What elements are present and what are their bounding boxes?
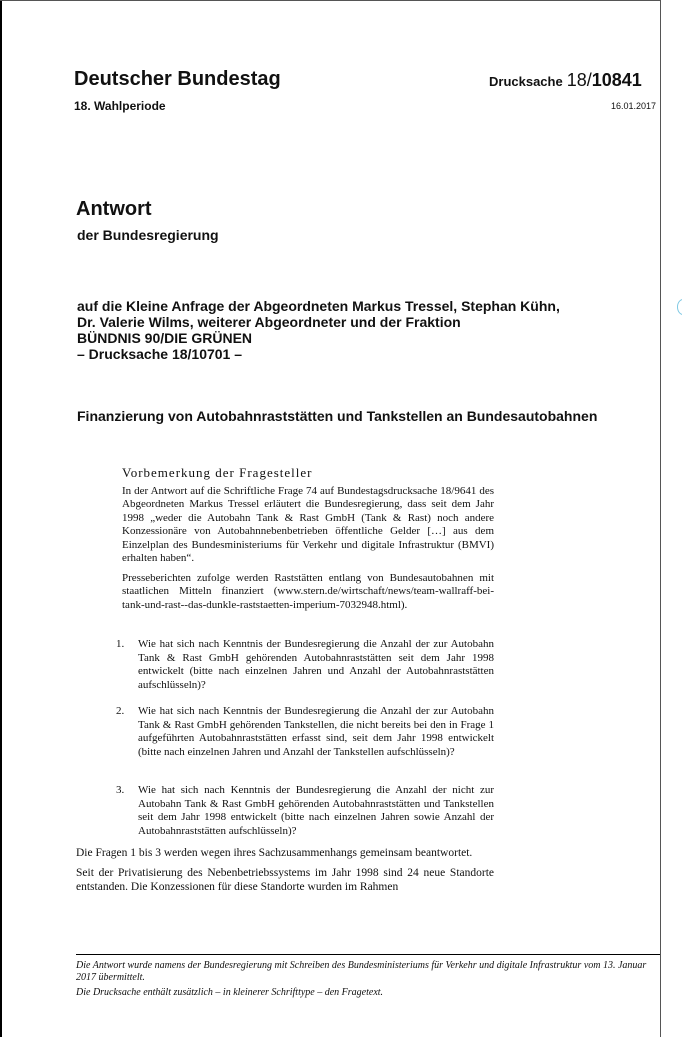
document-label: Drucksache <box>489 74 563 89</box>
institution-name: Deutscher Bundestag <box>74 68 281 90</box>
page-title: Antwort <box>76 198 152 220</box>
inquiry-line: – Drucksache 18/10701 – <box>77 346 243 362</box>
preface-paragraph: In der Antwort auf die Schriftliche Frage 74 auf Bundestagsdrucksache 18/9641 des Abgeordneten Markus Tressel erläutert die Bundesregierung, dass seit dem Jahr 1998 „weder die Autobahn Tank & Rast GmbH (Tank & Rast) noch andere Konzessionäre von Autobahnnebenbetrieben öffentliche Gelder […] aus dem Einzelplan des Bundesministeriums für Verkehr und digitale Infrastruktur (BMVI) erhalten haben“. <box>122 484 494 564</box>
inquiry-block <box>77 298 637 362</box>
scroll-marker-icon <box>677 299 682 315</box>
question-number: 3. <box>116 784 125 796</box>
footnote-line: Die Antwort wurde namens der Bundesregierung mit Schreiben des Bundesministeriums für Verkehr und digitale Infrastruktur vom 13. Januar 2017 übermittelt. <box>76 960 647 983</box>
inquiry-line: auf die Kleine Anfrage der Abgeordneten Markus Tressel, Stephan Kühn, <box>77 298 560 314</box>
footnote-block <box>76 960 656 1002</box>
footnote-divider <box>76 954 660 955</box>
page-edge-left <box>0 0 2 1037</box>
question-item <box>116 705 494 759</box>
legislative-period: 18. Wahlperiode <box>74 99 166 113</box>
inquiry-line: Dr. Valerie Wilms, weiterer Abgeordneter und der Fraktion <box>77 314 461 330</box>
document-number <box>489 70 642 91</box>
question-text: Wie hat sich nach Kenntnis der Bundesregierung die Anzahl der nicht zur Autobahn Tank & Rast GmbH gehörenden Autobahnraststätten und Tankstellen seit dem Jahr 1998 entwickelt (bitte nach einzelnen Jahren sowie Anzahl der Autobahnraststätten aufschlüsseln)? <box>138 784 494 837</box>
document-date: 16.01.2017 <box>610 101 656 111</box>
topic-heading: Finanzierung von Autobahnraststätten und Tankstellen an Bundesautobahnen <box>77 408 598 424</box>
document-number-value: 10841 <box>591 70 642 90</box>
question-number: 1. <box>116 638 125 650</box>
answer-block <box>76 846 494 900</box>
footnote-line: Die Drucksache enthält zusätzlich – in kleinerer Schrifttype – den Fragetext. <box>76 987 384 998</box>
preface-block <box>122 466 494 618</box>
question-item <box>116 784 494 838</box>
question-text: Wie hat sich nach Kenntnis der Bundesregierung die Anzahl der zur Autobahn Tank & Rast GmbH gehörenden Autobahnraststätten seit dem Jahr 1998 entwickelt (bitte nach einzelnen Jahren und Anzahl der Autobahnraststätten aufschlüsseln)? <box>138 638 494 691</box>
preface-heading: Vorbemerkung der Fragesteller <box>122 465 313 480</box>
document-prefix: 18/ <box>566 70 592 90</box>
answer-paragraph: Seit der Privatisierung des Nebenbetriebssystems im Jahr 1998 sind 24 neue Standorte entstanden. Die Konzessionen für diese Standorte wurden im Rahmen <box>76 867 494 893</box>
question-text: Wie hat sich nach Kenntnis der Bundesregierung die Anzahl der zur Autobahn Tank & Rast GmbH gehörenden Tankstellen, die nicht bereits bei den in Frage 1 aufgeführten Autobahnraststätten erfasst sind, seit dem Jahr 1998 entwickelt (bitte nach einzelnen Jahren und Anzahl der Tankstellen aufschlüsseln)? <box>138 705 494 758</box>
page-subtitle: der Bundesregierung <box>77 227 219 243</box>
question-number: 2. <box>116 705 125 717</box>
question-item <box>116 638 494 692</box>
preface-paragraph: Presseberichten zufolge werden Raststätten entlang von Bundesautobahnen mit staatlichen Mitteln finanziert (www.stern.de/wirtschaft/news/team-wallraff-bei-tank-und-rast--das-dunkle-raststaetten-imperium-7032948.html). <box>122 571 494 611</box>
page-edge-top <box>0 0 660 1</box>
page-edge-right <box>660 0 661 1037</box>
inquiry-line: BÜNDNIS 90/DIE GRÜNEN <box>77 330 253 346</box>
answer-paragraph: Die Fragen 1 bis 3 werden wegen ihres Sachzusammenhangs gemeinsam beantwortet. <box>76 847 473 859</box>
